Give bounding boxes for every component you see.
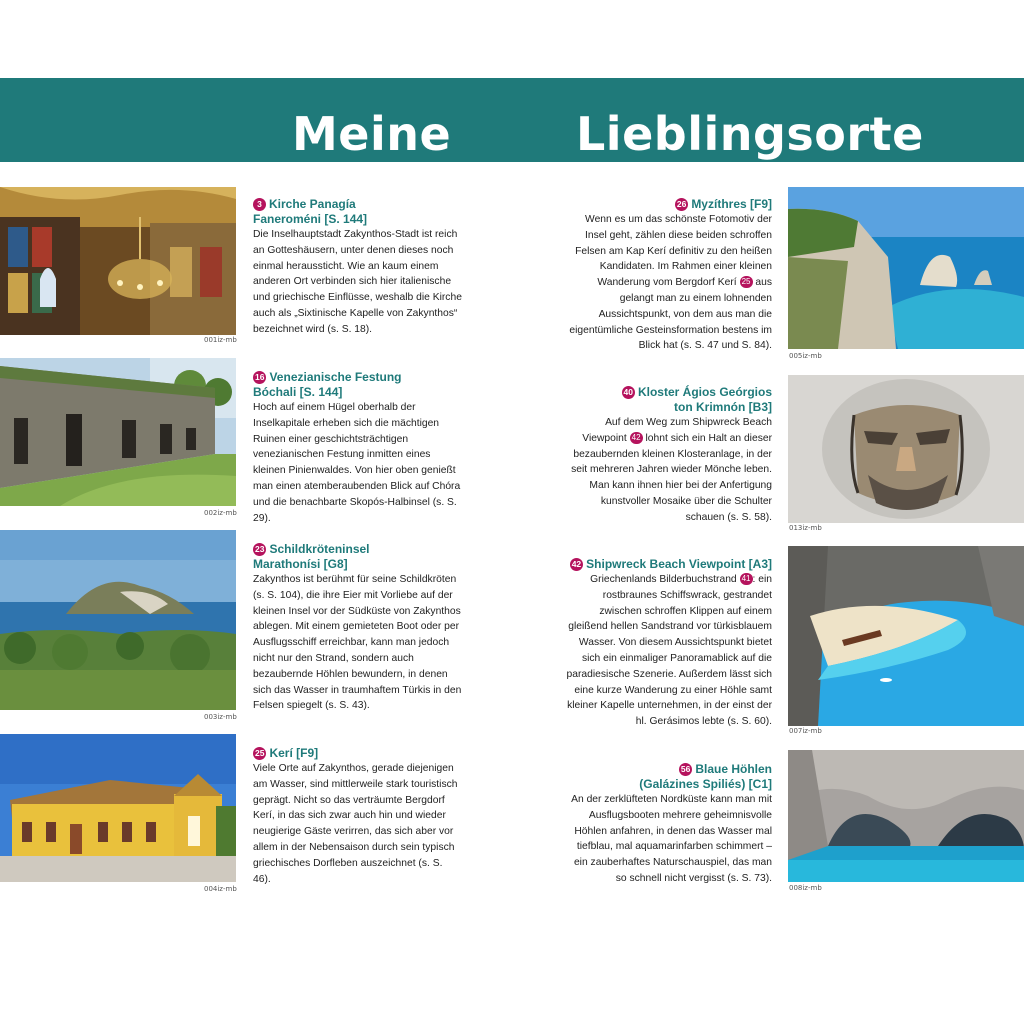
photo-credit: 008iz-mb bbox=[789, 884, 822, 892]
location-number-badge: 42 bbox=[571, 559, 582, 569]
page-title-left: Meine bbox=[292, 107, 452, 161]
photo-mosaic bbox=[788, 375, 1024, 523]
entry-text: Hoch auf einem Hügel oberhalb der Inselkapitale erheben sich die mächtigen Ruinen einer geschichtsträchtigen venezianischen Festung inmitten eines kleinen Pinienwaldes. Von hier oben genießt man einen atemberaubenden Blick auf Chóra und die benachbarte Skopós-Halbinsel (s. S. 29). bbox=[253, 402, 461, 524]
entry-text bbox=[562, 212, 772, 354]
photo-blue-caves bbox=[788, 750, 1024, 882]
photo-church-interior bbox=[0, 187, 236, 335]
entry-title-line2: (Galázines Spiliés) [C1] bbox=[639, 777, 772, 791]
entry-text-part: aus gelangt man zu einem lohnenden Aussichtspunkt, von dem aus man die eigentümliche Gesteinsformation bestens im Blick hat (s. S. 47 und S. 84). bbox=[569, 277, 772, 352]
entry-title: Venezianische Festung bbox=[269, 370, 402, 384]
entry-title-line2: Marathonísi [G8] bbox=[253, 557, 348, 571]
entry-text: Viele Orte auf Zakynthos, gerade diejenigen am Wasser, sind mittlerweile stark touristisch geprägt. Nicht so das verträumte Bergdorf Kerí, in das sich zwar auch hin und wieder neugierige Gäste verirren, das sich aber vor allem in der Nebensaison durch sein typisch griechisches Dorfleben auszeichnet (s. S. 46). bbox=[253, 763, 458, 885]
page-title-right: Lieblingsorte bbox=[576, 107, 924, 161]
entry-title: Myzíthres [F9] bbox=[691, 197, 772, 211]
location-number-badge: 16 bbox=[255, 372, 265, 382]
entry-heading bbox=[253, 746, 463, 761]
entry-title-line2: Faneroméni [S. 144] bbox=[253, 212, 368, 226]
entry-title: Kirche Panagía bbox=[269, 197, 356, 211]
photo-turtle-island bbox=[0, 530, 236, 710]
entry-text-part: lohnt sich ein Halt an dieser bezaubernden kleinen Klosteranlage, in der seit mehreren Jahren wieder Mönche leben. Man kann ihnen hier bei der Anfertigung kunstvoller Mosaike über die Schulter schauen (s. S. 58). bbox=[571, 432, 772, 523]
entry-myzithres bbox=[562, 197, 772, 354]
entry-text-part: Wenn es um das schönste Fotomotiv der Insel geht, zählen diese beiden schroffen Felsen am Kap Kerí definitiv zu den heißen Kandidaten. Im Rahmen einer kleinen Wanderung vom Bergdorf Kerí bbox=[575, 214, 772, 289]
photo-keri-church bbox=[0, 734, 236, 882]
photo-credit: 003iz-mb bbox=[204, 713, 237, 721]
entry-heading bbox=[253, 370, 463, 400]
entry-kirche-panagia bbox=[253, 197, 463, 338]
entry-shipwreck-beach-viewpoint bbox=[562, 557, 772, 730]
location-number-badge: 26 bbox=[676, 199, 687, 209]
entry-text bbox=[562, 415, 772, 526]
entry-text-part: Griechenlands Bilderbuchstrand bbox=[590, 574, 737, 585]
photo-myzithres bbox=[788, 187, 1024, 349]
location-number-badge: 25 bbox=[255, 748, 265, 758]
photo-shipwreck bbox=[788, 546, 1024, 726]
location-number-badge: 3 bbox=[253, 198, 266, 211]
entry-heading bbox=[253, 197, 463, 227]
photo-credit: 002iz-mb bbox=[204, 509, 237, 517]
entry-text-part: : ein rostbraunes Schiffswrack, gestrandet zwischen schroffen Klippen auf einem gleißend hellen Sandstrand vor türkisblauem Wasser. Von diesem Aussichtspunkt bietet sich ein einmaliger Panoramablick auf die paradiesische Szenerie. Außerdem lässt sich eine kurze Wanderung zu einer Höhle samt kleiner Kapelle unternehmen, in der einst der hl. Gerásimos lebte (s. S. 60). bbox=[566, 574, 772, 728]
entry-blaue-hoehlen bbox=[562, 762, 772, 887]
entry-title-line2: Bóchali [S. 144] bbox=[253, 385, 343, 399]
photo-fortress bbox=[0, 358, 236, 506]
photo-credit: 013iz-mb bbox=[789, 524, 822, 532]
entry-kloster-agios-georgios bbox=[562, 385, 772, 526]
entry-text: Zakynthos ist berühmt für seine Schildkröten (s. S. 104), die ihre Eier mit Vorliebe auf der kleinen Insel vor der Südküste von Zakynthos ablegen. Mit einem gemieteten Boot oder per Ausflugsschiff erreichbar, kann man jedoch nicht nur den Strand, sondern auch bezaubernde Höhlen bewundern, in denen sich das Wasser in traumhaftem Türkis in den Felsen spiegelt (s. S. 43). bbox=[253, 574, 462, 712]
entry-title: Blaue Höhlen bbox=[695, 762, 772, 776]
photo-credit: 005iz-mb bbox=[789, 352, 822, 360]
location-number-badge: 25 bbox=[740, 276, 753, 288]
entry-heading bbox=[562, 762, 772, 792]
entry-heading bbox=[253, 542, 463, 572]
entry-schildkroeteninsel bbox=[253, 542, 463, 714]
location-number-badge: 40 bbox=[623, 387, 633, 397]
location-number-badge: 56 bbox=[680, 764, 691, 774]
location-number-badge: 23 bbox=[255, 544, 265, 554]
entry-heading bbox=[562, 197, 772, 212]
location-number-badge: 41 bbox=[740, 573, 753, 585]
entry-keri bbox=[253, 746, 463, 887]
entry-text: An der zerklüfteten Nordküste kann man mit Ausflugsbooten mehrere geheimnisvolle Höhlen anfahren, in denen das Wasser mal tiefblau, mal aquamarinfarben schimmert – ein zauberhaftes Naturschauspiel, das man so schnell nicht vergisst (s. S. 73). bbox=[571, 794, 772, 884]
location-number-badge: 42 bbox=[630, 432, 643, 444]
photo-credit: 004iz-mb bbox=[204, 885, 237, 893]
entry-text-part: Auf dem Weg zum Shipwreck Beach Viewpoint bbox=[582, 417, 772, 444]
entry-title: Shipwreck Beach Viewpoint [A3] bbox=[586, 557, 772, 571]
entry-title: Kloster Ágios Geórgios bbox=[637, 385, 772, 399]
entry-text bbox=[562, 572, 772, 730]
entry-venezianische-festung bbox=[253, 370, 463, 526]
entry-heading bbox=[562, 557, 772, 572]
photo-credit: 007iz-mb bbox=[789, 727, 822, 735]
entry-title: Kerí [F9] bbox=[269, 746, 319, 760]
entry-title-line2: ton Krimnón [B3] bbox=[674, 400, 772, 414]
entry-text: Die Inselhauptstadt Zakynthos-Stadt ist reich an Gotteshäusern, unter denen dieses noch einmal heraussticht. Wie an kaum einem anderen Ort verbinden sich hier italienische und griechische Einflüsse, weshalb die Kirche auch als „Sixtinische Kapelle von Zakynthos“ bezeichnet wird (s. S. 18). bbox=[253, 229, 462, 335]
photo-credit: 001iz-mb bbox=[204, 336, 237, 344]
entry-title: Schildkröteninsel bbox=[269, 542, 370, 556]
entry-heading bbox=[562, 385, 772, 415]
